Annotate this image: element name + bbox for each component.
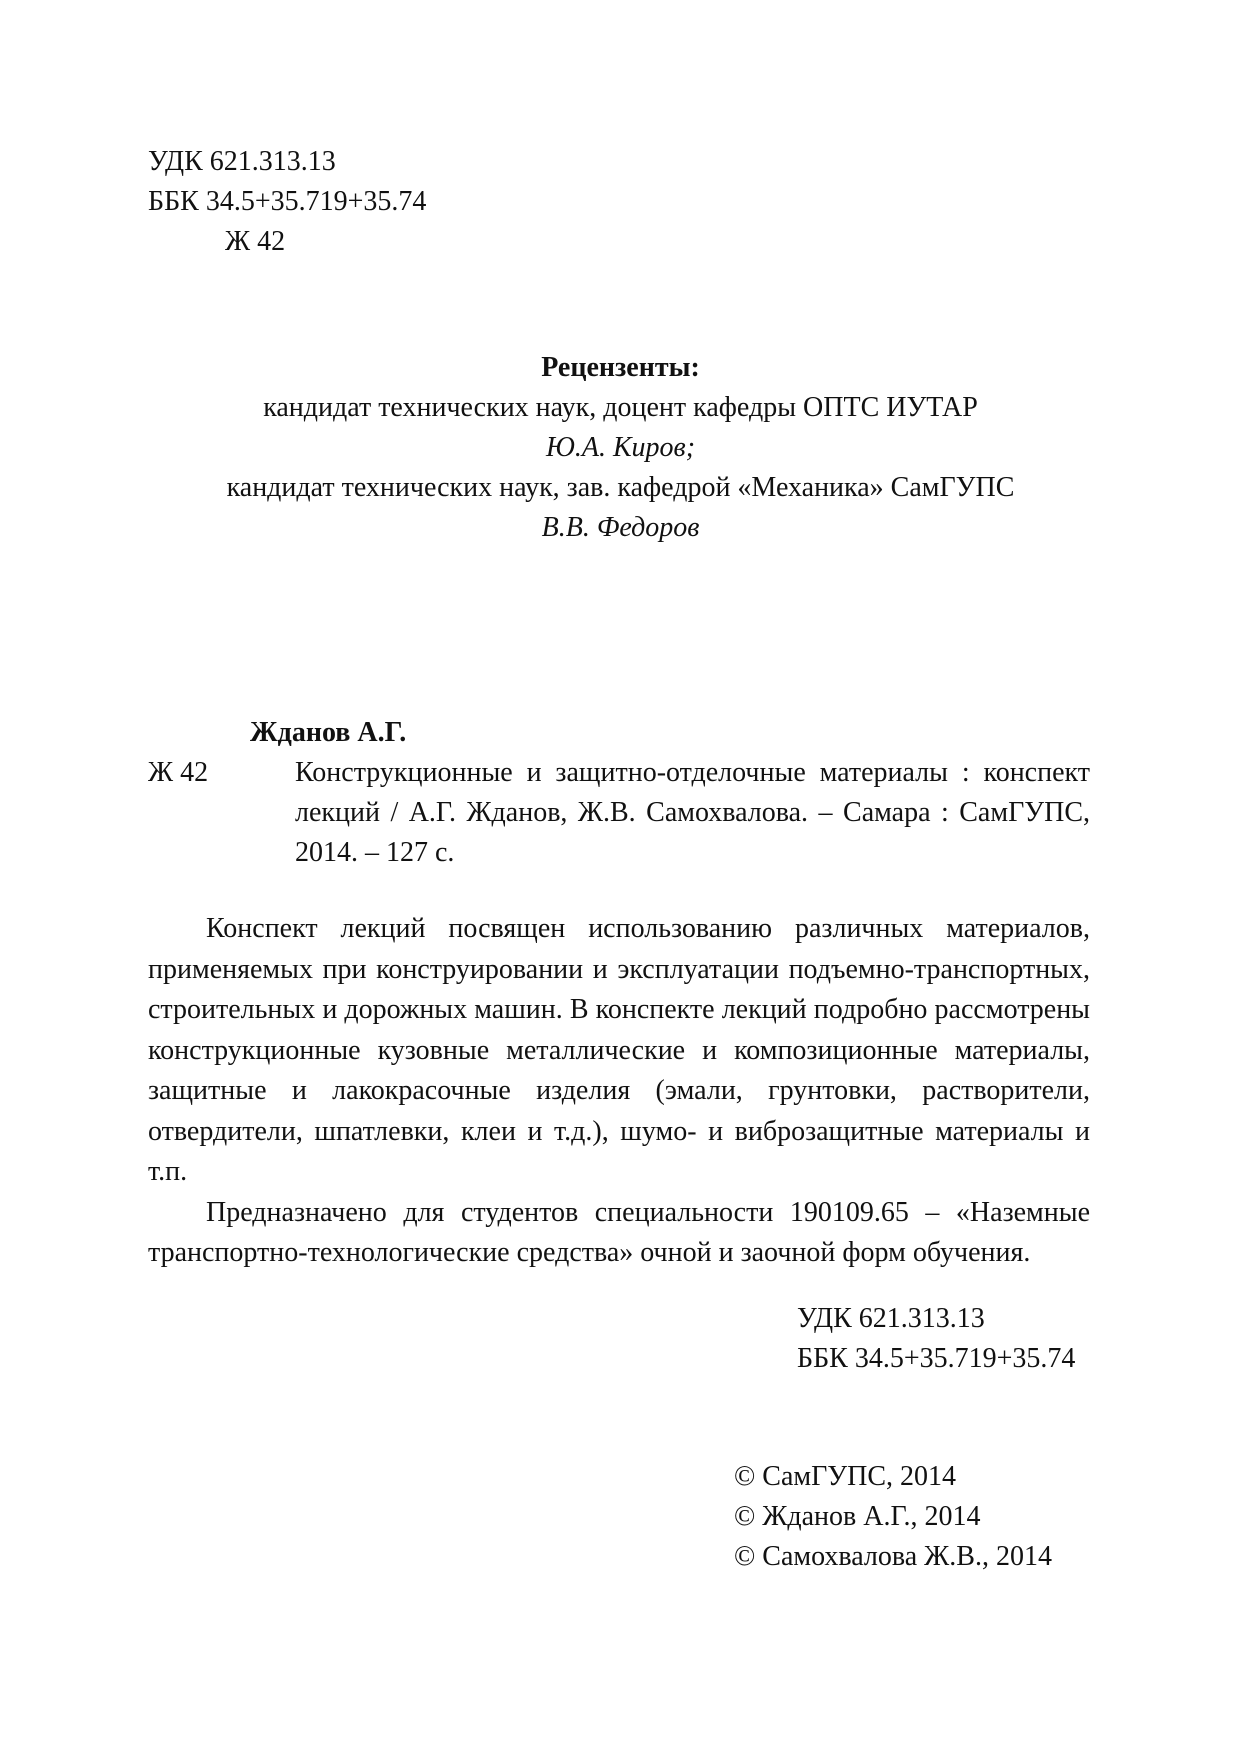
reviewers-title: Рецензенты:	[541, 352, 700, 383]
header-udk: УДК 621.313.13	[148, 146, 336, 177]
reviewer1-name: Ю.А. Киров;	[545, 432, 696, 463]
annotation-paragraph-1: Конспект лекций посвящен использованию различных материалов, применяемых при конструировании и эксплуатации подъемно-транспортных, строительных и дорожных машин. В конспекте лекций подробно рассмотрены конструкционные кузовные металлические и композиционные материалы, защитные и лакокрасочные изделия (эмали, грунтовки, растворители, отвердители, шпатлевки, клеи и т.д.), шумо- и виброзащитные материалы и т.п.	[148, 913, 1090, 1187]
annotation	[148, 909, 1090, 1274]
reviewer2-name: В.В. Федоров	[541, 512, 700, 543]
copyright-line-1: © СамГУПС, 2014	[734, 1461, 957, 1492]
bibliography-author: Жданов А.Г.	[250, 717, 407, 748]
copyright-line-3: © Самохвалова Ж.В., 2014	[734, 1541, 1052, 1572]
reviewer1-position: кандидат технических наук, доцент кафедры ОПТС ИУТАР	[263, 392, 978, 423]
header-bbk: ББК 34.5+35.719+35.74	[148, 186, 427, 217]
annotation-paragraph-2: Предназначено для студентов специальности 190109.65 – «Наземные транспортно-технологические средства» очной и заочной форм обучения.	[148, 1196, 1090, 1268]
bibliography-code: Ж 42	[148, 757, 209, 788]
bibliography-description: Конструкционные и защитно-отделочные материалы : конспект лекций / А.Г. Жданов, Ж.В. Самохвалова. – Самара : СамГУПС, 2014. – 127 с.	[295, 757, 1090, 868]
header-author-code: Ж 42	[225, 226, 286, 257]
reviewer2-position: кандидат технических наук, зав. кафедрой «Механика» СамГУПС	[226, 472, 1015, 503]
footer-udk: УДК 621.313.13	[797, 1303, 985, 1334]
copyright-line-2: © Жданов А.Г., 2014	[734, 1501, 981, 1532]
footer-bbk: ББК 34.5+35.719+35.74	[797, 1343, 1076, 1374]
